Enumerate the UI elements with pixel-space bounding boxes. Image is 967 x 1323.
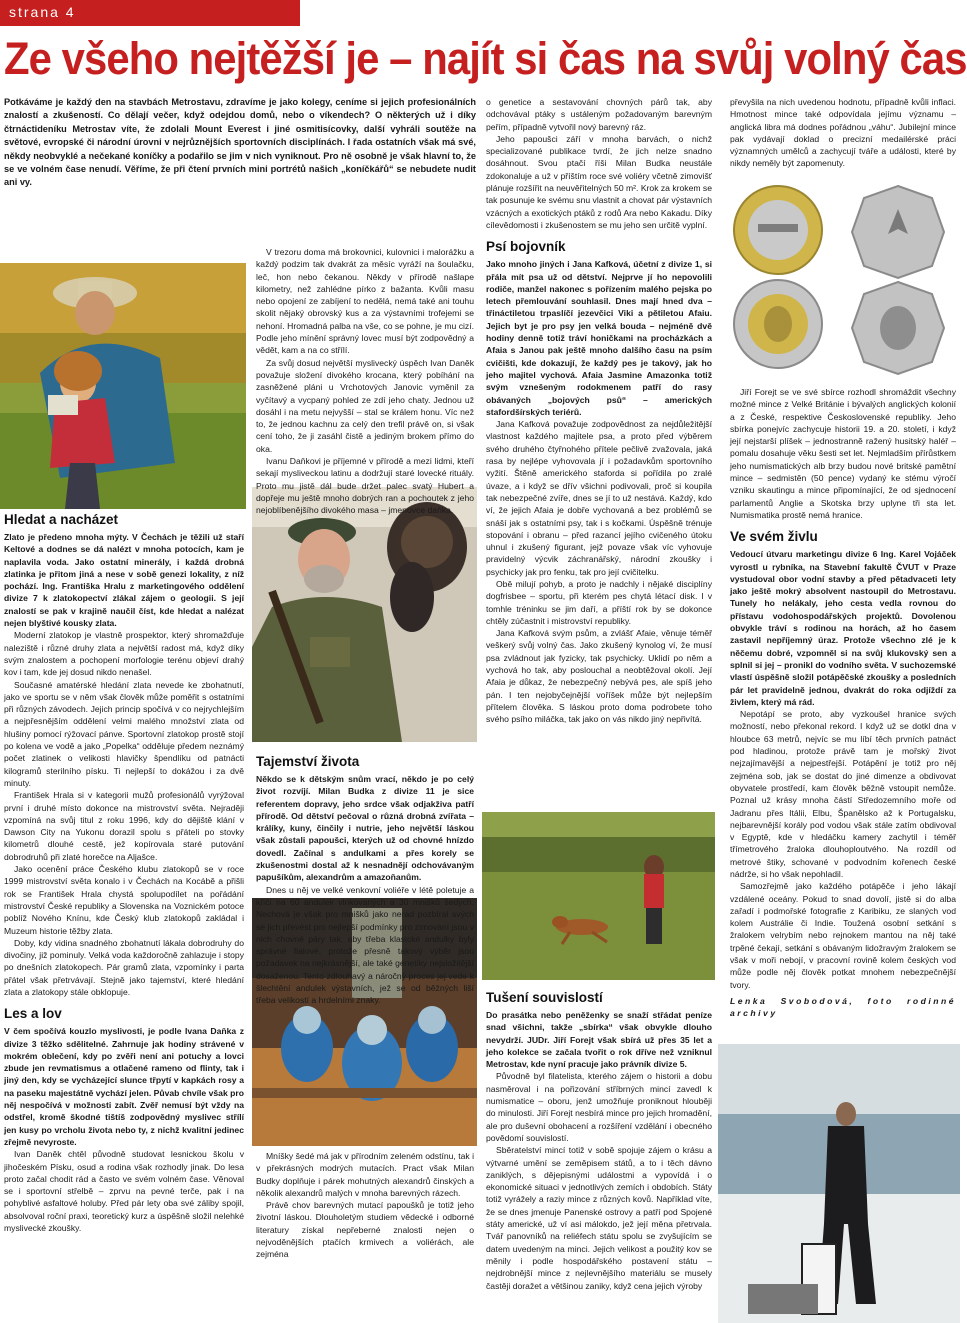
- diver-photo: [718, 1044, 960, 1323]
- section-heading-water: Ve svém živlu: [730, 529, 818, 545]
- dog-photo: [482, 812, 715, 980]
- gold-lead: Zlato je předeno mnoha mýty. V Čechách je těžili už staří Keltové a dodnes se dá nalézt v mnoha potocích, kam je naplavila voda. Jako ostatní minerály, i každá drobná zlatinka je přitom jiná a nese v sobě genezi lokality, z níž pochází. Ing. Františka Hralu z marketingového oddělení divize 7 k zlatokopectví zlákal zájem o geologii. S její znalostí se pak v krajině naučil číst, kde hledat a nalézat nejen blyštivé kousky zlata.: [4, 532, 244, 629]
- column-1: [4, 508, 244, 1323]
- life-paragraph: Jeho papoušci září v mnoha barvách, o nichž specializované publikace tvrdí, že jich nelze snadno dosáhnout. Svou ptačí říši Milan Budka neustále zdokonaluje a už v příštím roce své voliéry včetně zimovišť plánuje rozšířit na neuvěřitelných 50 m². Krok za krokem se tak posunuje ke svému snu vlastnit a chovat pár výstavních vzácných a exotických ptáků z rodů Ara nebo Kakadu. Díky cílevědomosti i zkušenostem se mu jeho sen určitě vyplní.: [486, 133, 712, 230]
- hunt-paragraph: Za svůj dosud největší myslivecký úspěch Ivan Daněk považuje složení divokého krocana, který pobíhání na zasněžené pláni u Vrchotových Janovic vyměnil za vyčítavý a vycpaný pohled ze zdí jeho chaty. Jednou už dosáhl i na metu nejvyšší – stal se králem honu. Víc než to, že jednou kachnu za celý den trefil právě on, si však cení toho, že ji zasáhl čistě a jediným brokem přímo do oka.: [256, 357, 474, 454]
- column-3-top: [486, 96, 712, 808]
- page-tab: [0, 0, 300, 26]
- life-paragraph: Mníšky šedé má jak v přírodním zeleném odstínu, tak i v překrásných modrých mutacích. Pract však Milan Budky doplňuje i párek mohutných alexandrů činských a několik alexandrů malých v mnoha barevných rázech.: [256, 1151, 474, 1198]
- coins-photo: [718, 174, 960, 384]
- hunt-paragraph: V trezoru doma má brokovnici, kulovnici i malorážku a každý podzim tak dvakrát za měsíc vyráží na šoulačku, leč, hon nebo čekanou. Někdy v přírodě našlape kilometry, než zahlédne pírko z bažanta. Kvůli masu nebo opojení ze zabíjení to nedělá, nemá také ani touhu skolit nějaký obrovský kus a za výstavními trofejemi se nehoní. Hromadná palba na vše, co se pohne, je mu cizí. Podle jeho mínění správný lovec musí být zodpovědný a vědět, kam a na co střílí.: [256, 247, 474, 356]
- family-photo: [0, 263, 246, 509]
- byline: Lenka Svobodová, foto rodinné archivy: [730, 995, 956, 1019]
- lead-paragraph: Potkáváme je každý den na stavbách Metrostavu, zdravíme je jako kolegy, ceníme si jejich profesionálních znalostí a zkušeností. Co dělají večer, když odejdou domů, nebo o víkendech? O některých už i díky čtrnáctideníku Metrostav víte, že zdolali Mount Everest i jiné osmitisícovky, další vyhráli soutěže na světové, evropské či národní úrovni v nejrůznějších sportovních disciplínách. I řada ostatních však má své, někdy neobvyklé a nečekané koníčky a podařilo se jim v nich vyniknout. Pro ně osobně je však hlavní to, že se ve volném čase nenudí. Věříme, že při čtení prvních mini portrétů našich „koníčkářů“ se nebudete nudit ani vy.: [4, 97, 476, 188]
- column-4-top: [730, 96, 956, 172]
- life-paragraph: Právě chov barevných mutací papoušků je totiž jeho životní láskou. Dlouholetým studiem vědecké i odborné literatury získal nepřeberné znalosti nejen o nejvoděnějších ptačích krmivech a voliérách, ale zejména: [256, 1200, 474, 1260]
- water-paragraph: Samozřejmě jako každého potápěče i jeho lákají vzdálené oceány. Pokud to snad dovolí, jistě si do alba zařadí i podmořské fotografie z Karibiku, ze slaných vod kolem Austrálie či Indie. Toužená osobní setkání s žralokem velrybím nebo rejnokem mantou na něj také trpěné čekají, setkání s obávaným lidožravým žralokem se však v moři nebojí, v pracovní rovině kolem českých vod může podle něj člověk potkat mnohem nebezpečnější tvory.: [730, 881, 956, 990]
- life-paragraph: Dnes u něj ve velké venkovní voliéře v létě poletuje a křičí na 60 andulek vlnkovaných a 30 mnišků šedých. Nechová je však pro mnišků jako nerad pozbíral svých se jich převést pro nejlepší podmínky pro zimování jsou v nich chovné páry tak, aby třeba klasické andulky byly správné fialové, protože přesně takový výběr jsou požadavek na nejkrásnější, ale také genetiky nejsložitější dosaženou. Tento zdlouhavý a náročný proces jej vede k šlechtění andulek výstavních, jež se od běžných liší třeba velikostí a hrdelními znaky.: [256, 884, 474, 1006]
- coins-paragraph: Jiří Forejt se ve své sbírce rozhodl shromáždit všechny možné mince z Velké Británie i bývalých anglických kolonií a z České, respektive Československé republiky. Jeho sbírka ponejvíc zachycuje historii 19. a 20. století, i když její nejstarší plíšek – jednostranně ražený husitský haléř – pomalu dosahuje věku šesti set let. Nejmladším přírůstkem jeho numismatických alb brzy budou nové britské pamětní mince – sedmistěn (50 pence) vydaný ke stému výročí vzniku skautingu a mince připomínající, že od sjednocení parlamentů Anglie a Skotska brzy uplyne tři sta let. Numismatika prostě nemá hranice.: [730, 387, 956, 520]
- column-2-foot: [256, 1150, 474, 1323]
- coins-lead: Do prasátka nebo peněženky se snaží střádat peníze snad všichni, takže „sbírka“ však obvykle dlouho nevydrží. JUDr. Jiří Forejt však sbírá už přes 35 let a jeho kolekce se začala tvořit o rok dříve než vzniknul Metrostav, kde nyní pracuje jako právník divize 5.: [486, 1010, 712, 1070]
- page-headline: Ze všeho nejtěžší je – najít si čas na svůj volný čas: [4, 33, 967, 84]
- hunt-paragraph: Ivan Daněk chtěl původně studovat lesnickou školu v jihočeském Písku, osud a rodina však rozhodly jinak. Do lesa proto začal chodit rád a často ve svém volném čase. Věnoval se i sportovní střelbě – zprvu na pevné terče, pak i na pohyblivé asfaltové holuby. Před pár lety oba své záliby spojil, absolvoval roční praxi, teoretický kurz a úspěšně složil nelehké myslivecké zkoušky.: [4, 1149, 244, 1234]
- column-3-bottom: [486, 986, 712, 1323]
- gold-paragraph: František Hrala si v kategorii mužů profesionálů vyrýžoval první i druhé místo dokonce na mistrovství světa. Nejraději vzpomíná na svůj titul z roku 1996, kdy do dějiště klání v Dawson City na Yukonu dorazil spolu s přáteli po stovky kilometrů dlouhé cestě, jež kopírovala staré putování dobrodruhů při zlaté horečce na Aljašce.: [4, 790, 244, 862]
- coins-paragraph: Sběratelství mincí totiž v sobě spojuje zájem o krásu a výtvarné umění se zeměpisem států, a to i těch dávno zaniklých, s dějepisnými událostmi a vypovídá i o ekonomické situaci v jednotlivých zemích i obdobích. Státy totiž vyrážely a raziy mince z různých kovů. Například víte, že se dnes jmenuje Panenské ostrovy a patří pod Spojené státy americké, už ví asi málokdo, jež její měna přetrvala. Tvář panovníků na reliéfech státu spolu se zvyšujícím se datem uvedeným na minci. Jejich velikost a použitý kov se měnily i podle hospodářského postavení státu – nejdrobnější mince z nejlevnějšího materiálu se musely častěji doražet a většinou zaniky, když cena jejich výroby: [486, 1145, 712, 1291]
- column-4-middle: [730, 386, 956, 1041]
- column-2-top: [256, 246, 474, 516]
- life-paragraph: o genetice a sestavování chovných párů tak, aby odchovával ptáky s ustáleným požadovaným barevným peřím, případně vytvořil nový barevný ráz.: [486, 97, 712, 132]
- gold-paragraph: Současné amatérské hledání zlata nevede ke zbohatnutí, jako ve sportu se v něm však člověk může poměřit s ostatními při různých závodech. Jejich princip spočívá v co nejrychlejším a nejpřesnějším oddělení velmi malého množství zlata od hlušiny pomocí rýžovací pánve. Sportovní zlatokop prostě stojí po kolena ve vodě a jako „Popelka“ odděluje předem neznámý počet zlatinek o velikosti hlavičky špendlíku od patnácti kilogramů sterilního písku. Ti nejlepší to dokážou i za dvě minuty.: [4, 679, 244, 788]
- gold-paragraph: Doby, kdy vidina snadného zbohatnutí lákala dobrodruhy do divočiny, již pominuly. Velká voda každoročně zahlazuje i stopy po dnešních zlatokopech. Pár gramů zlata, vzpomínky i parta přátel však přetrvávají. Stejně jako tajemství, které hledání zlata a zlatokopy stále obklopuje.: [4, 937, 244, 997]
- dog-lead: Jako mnoho jiných i Jana Kafková, účetní z divize 1, si přála mít psa už od dětství. Nejprve jí ho nepovolili rodiče, manžel nakonec s pořízením malého pejska po letech přemlouvání souhlasil. Dnes mají hned dva – třináctiletou trpaslíčí jezevčici Viki a pětiletou Afaiu. Jejich byt je pro psy jen velká bouda – nejméně dvě hodiny denně totiž tráví honičkami na procházkách a Afaia s Janou pak ještě mnoho dalšího času na psím cvičišti, kde dokazují, že každý pes je takový, jak ho jeho majitel vychová. Afaia Jasmine Amazonka totiž svým vznešeným rodokmenem patří do rasy obávaných „bojových psů“ – amerických stafordšírských teriérů.: [486, 259, 712, 417]
- hunt-lead: V čem spočívá kouzlo myslivosti, je podle Ivana Daňka z divize 3 těžko sdělitelné. Zahrnuje jak hodiny strávené v mokrém oblečení, kdy po zvěři není ani potuchy a lovci zbude jen revmatismus a otlačené rameno od flinty, tak i jiný den, kdy se vycházející slunce třpytí v kapkách rosy a na paseku majestátně vychází jelen. Půvab chvíle však pro něj nespočívá v možnosti zabít. Zvěř nemusí být vždy na odstřel, kromě škodné tištíš zodpovědný myslivec střílí jen kusy po vrcholu života nebo ty, z nichž kvalitní jedinec zřejmě nevyroste.: [4, 1026, 244, 1147]
- life-lead: Někdo se k dětským snům vrací, někdo je po celý život rozvíjí. Milan Budka z divize 11 je sice referentem dopravy, jeho srdce však odjakživa patří přírodě. Od dětství pečoval o různá drobná zvířata – králíky, kuny, činčily i nutrie, jeho největší láskou však zůstali papoušci, kterých už od chovné hnízdo dovedl. Začínal s andulkami a přes korely se zkušenostmi dostal až k nesnadnějí odchovávaným papušíkům, alexandrům a amazoňanům.: [256, 774, 474, 883]
- section-heading-hunt: Les a lov: [4, 1006, 62, 1022]
- dog-paragraph: Jana Kafková považuje zodpovědnost za nejdůležitější vlastnost každého majitele psa, a proto před výběrem svého druhého čtyřnohého přítele pečlivě zvažovala, jaká rasa by nejlépe vyhovovala jí i požadavkům sportovního vyžití. Štěně amerického staforda si pořídila po zralé úvaze, a i když se dřív všichni podivovali, proč si koupila tak nebezpečné zvíře, dnes se jí to už nestává. Každý, kdo ví, že jejich Afaia je dobře vychovaná a bez problémů se snáší jak s ostatními psy, tak i s kočkami. Úspěšně trénuje stopování i obranu – před razancí jejího cvičeného útoku uhnul i zkušený figurant, jejž povaze však víc vyhovuje pravidelný výcvik záchranářský, národní zkoušky i psychicky jak pro fenku, tak pro její cvičitelku.: [486, 419, 712, 577]
- water-paragraph: Nepotápí se proto, aby vyzkoušel hranice svých možností, nebo překonal rekord. I když už se dotkl dna v hloubce 63 metrů, nejvíc se mu líbí těch prvních patnáct pod hladinou, protože právě tam je mořský život nejzajímavější a nejpestřejší. Potápění je totiž pro něj zejména sob, jak se dostat do jiné dimenze a obdivovat obyvatele prostředí, kam člověk běžně vstoupit nemůže. Poznal už krásy mnoha částí Středozemního moře od Jadranu přes Itálii, Elbu, Španělsko až k Portugalsku, nejbarevnější korály pod vodou však stále zatím obdivoval v Egyptě, kde v hledáčku kamery zachytil i téměř třímetrového žraloka dlouhoploutvého. Na rozdíl od metrové štiky, schované v podvodním kořenech české nádrže, si ho však nepohladil.: [730, 709, 956, 879]
- section-heading-coins: Tušení souvislostí: [486, 990, 603, 1005]
- section-heading-life: Tajemství života: [256, 754, 360, 769]
- hunter-photo: [252, 487, 477, 742]
- hunt-paragraph: Ivanu Daňkovi je příjemné v přírodě a mezi lidmi, kteří sekají mysliveckou latinu a dodržují staré lovecké rituály. Proto mu jistě dál bude držet palec svatý Hubert a dopřeje mu ještě mnoho dobrých ran a pochoutek z jeho nejoblíbenějšího divokého masa – jmenovce daňka.: [256, 456, 474, 516]
- gold-paragraph: Moderní zlatokop je vlastně prospektor, který shromažďuje naleziště i různé druhy zlata a největší radost má, když díky svým znalostem a pochopení morfologie terénu objeví drahý kov i tam, kde jej dosud nikdo nenašel.: [4, 630, 244, 678]
- coins-paragraph: převyšila na nich uvedenou hodnotu, případně kvůli inflaci. Hmotnost mince také odpovídala jejímu významu – anglická libra má dodnes pořádnou „váhu“. Jubilejní mince pak vydávají doklad o precizní medailérské práci významných umělců a zachycují tváře a události, které by nikdy neměly být zapomenuty.: [730, 97, 956, 169]
- coins-paragraph: Původně byl filatelista, kterého zájem o historii a dobu nasměroval i na pořizování stříbrných mincí zavedl k numismatice – oboru, jenž umožňuje proniknout hlouběji do minulosti. Jiří Forejt nesbírá mince pro jejich hromadění, ale pro duševní obohacení a rozšíření vzdělání i obecného povědomí souvislostí.: [486, 1071, 712, 1143]
- page-number: strana 4: [9, 4, 76, 20]
- water-lead: Vedoucí útvaru marketingu divize 6 Ing. Karel Vojáček vyrostl u rybníka, na Stavební fakultě ČVUT v Praze vystudoval obor vodní stavby a před pětadvaceti lety jako ještě mokrý absolvent nastoupil do Metrostavu. Tunely ho nelákaly, jeho cesta vedla rovnou do přístavu vodohospodářských projektů. Dovolenou obvykle tráví s rodinou na horách, až ho časem zastavil nepříjemný úraz. Protože všechno zlé je k něčemu dobré, vzpomněl si na svůj klukovský sen a splnil si jej – pronikl do vodního světa. V suchozemské vlastí úspěšně složil potápěčské zkoušky a posledních pár let pravidelně jednou, dvakrát do roka odjíždí za živlem, který má rád.: [730, 549, 956, 707]
- dog-paragraph: Obě milují pohyb, a proto je nadchly i nějaké disciplíny dogfrisbee – sportu, při kterém pes chytá létací disk. I v tomhle tréninku se jim daří, a příští rok by se dokonce chtěly zúčastnit i mistrovství republiky.: [486, 578, 712, 626]
- section-heading-dog: Psí bojovník: [486, 239, 566, 255]
- gold-paragraph: Jako ocenění práce Českého klubu zlatokopů se v roce 1999 mistrovství světa konalo i v Čechách na Kocábě a přišli rok se František Hrala chystá spolupodílet na pořádání mistrovství České republiky a Slovenska na Voznickém potoce poblíž Nového Knínu, kde Český klub zlatokopů zakládal i Muzeum historie těžby zlata.: [4, 864, 244, 936]
- dog-paragraph: Jana Kafková svým psům, a zvlášť Afaie, věnuje téměř veškerý svůj volný čas. Jako zkušený kynolog ví, že musí psa zvládnout jak fyzicky, tak psychicky. Uklidí po něm a vychová ho tak, aby poslouchal a neobtěžoval okolí. Její Afaia je důkaz, že nebezpečný nebývá pes, ale spíš jeho pán. I ten nejobyčejnější voříšek může být nejlepším přítelem člověka. S láskou proto doma podrobete toho svého psího miláčka, tak jako on vás nikdo jiný nepřivítá.: [486, 628, 712, 725]
- section-heading-gold: Hledat a nacházet: [4, 512, 119, 527]
- column-2-bottom: [256, 750, 474, 1006]
